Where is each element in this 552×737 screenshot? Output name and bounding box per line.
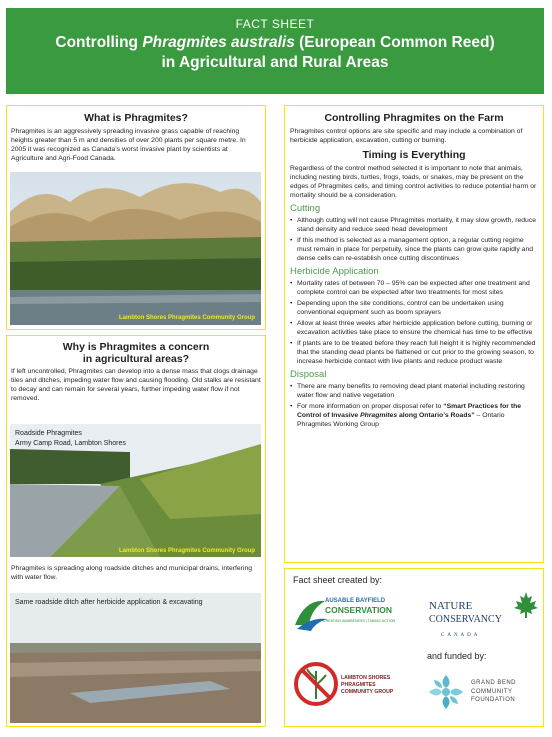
control-box	[284, 105, 544, 563]
gbcf-name: GRAND BEND COMMUNITY FOUNDATION	[471, 680, 517, 703]
list-item: • Depending upon the site conditions, control can be undertaken using conventional equipment such as boom sprayers	[290, 299, 538, 317]
no-phragmites-icon	[293, 661, 339, 707]
photo-credit: Lambton Shores Phragmites Community Group	[118, 315, 255, 321]
ncc-logo	[421, 591, 541, 641]
list-item: • Allow at least three weeks after herbicide application before cutting, burning or excavation activities take place to ensure the chemical has time to be effective	[290, 319, 538, 337]
why-body: If left uncontrolled, Phragmites can develop into a dense mass that clogs drainage tiles and ditches, impeding water flow and causing flooding. Old stalks are resistant to decay and can remain for several years, further impeding water flow if not removed.	[11, 368, 261, 402]
gbcf-swirl-icon	[425, 671, 467, 713]
list-item: • Although cutting will not cause Phragmites mortality, it may slow growth, reduce stand density and reduce seed head development	[290, 216, 538, 234]
list-item: • If this method is selected as a management option, a regular cutting regime must remain in place for perpetuity, since the plants can grow quite rapidly and dense cells can re-establish once cutting discontinues	[290, 236, 538, 263]
maple-leaf-icon	[513, 591, 539, 619]
reference-title: “Smart Practices for the Control of Invasive Phragmites along Ontario’s Roads”	[297, 403, 522, 419]
what-body: Phragmites is an aggressively spreading invasive grass capable of reaching heights greater than 5 m and densities of over 200 plants per square metre. In 2005 it was recognized as Canada’s worst invasive plant by scientists at Agriculture and Agri-Food Canada.	[11, 128, 246, 162]
credits-box	[284, 568, 544, 727]
roadside-photo-credit: Lambton Shores Phragmites Community Group	[118, 548, 255, 554]
lspcg-logo	[293, 657, 413, 719]
after-photo-label: Same roadside ditch after herbicide application & excavating	[15, 599, 203, 606]
roadside-photo-label: Roadside Phragmites Army Camp Road, Lambton Shores	[15, 430, 126, 447]
abca-name: AUSABLE BAYFIELD CONSERVATION	[325, 598, 393, 615]
spread-text: Phragmites is spreading along roadside ditches and municipal drains, interfering with water flow.	[11, 565, 253, 581]
what-is-phragmites-box	[6, 105, 266, 330]
disposal-list	[290, 382, 538, 429]
why-heading: Why is Phragmites a concern in agricultural areas?	[62, 341, 210, 365]
timing-heading: Timing is Everything	[362, 149, 466, 161]
excavated-ditch-image	[10, 593, 261, 723]
gbcf-logo	[425, 667, 543, 723]
header-kicker: FACT SHEET	[235, 17, 315, 31]
header-title: Controlling Phragmites australis (European Common Reed)	[55, 34, 495, 51]
funded-by-label: and funded by:	[427, 651, 487, 661]
timing-body: Regardless of the control method selected it is important to note that animals, including nesting birds, turtles, frogs, toads, or snakes, may be present on the edges of Phragmites cells, and timing control activities to reduce potential harm or mortality should be a consideration.	[290, 165, 537, 199]
lspcg-name: LAMBTON SHORES PHRAGMITES COMMUNITY GROUP	[341, 675, 394, 695]
created-by-label: Fact sheet created by:	[293, 575, 383, 585]
why-concern-box	[6, 335, 266, 727]
cutting-heading: Cutting	[290, 203, 321, 214]
control-intro: Phragmites control options are site specific and may include a combination of herbicide application, excavation, cutting or burning.	[290, 128, 523, 144]
disposal-heading: Disposal	[290, 369, 327, 380]
herbicide-list	[290, 279, 538, 366]
header-title-line2: in Agricultural and Rural Areas	[161, 54, 389, 71]
roadside-phragmites-photo	[10, 424, 261, 557]
reed-stand-image	[10, 172, 261, 325]
species-name: Phragmites australis	[142, 34, 295, 51]
ncc-name: NATURE CONSERVANCY CANADA	[429, 600, 502, 638]
control-heading: Controlling Phragmites on the Farm	[324, 112, 504, 124]
after-treatment-photo	[10, 593, 261, 723]
list-item: • Mortality rates of between 70 – 95% can be expected after one treatment and complete control can be expected after two treatments for most sites	[290, 279, 538, 297]
abca-tagline: CREATING AWARENESS | TAKING ACTION	[323, 619, 396, 623]
abca-logo	[291, 593, 411, 637]
list-item: • For more information on proper disposal refer to “Smart Practices for the Control of Invasive Phragmites along Ontario’s Roads” – Ontario Phragmites Working Group	[290, 402, 538, 429]
list-item: • There are many benefits to removing dead plant material including restoring water flow and native vegetation	[290, 382, 538, 400]
what-heading: What is Phragmites?	[84, 112, 188, 124]
fact-sheet-header	[6, 8, 544, 94]
list-item: • If plants are to be treated before they reach full height it is highly recommended that the standing dead plants be flattened or cut prior to the growing season, to increase herbicide contact with live plants and reduce product waste	[290, 339, 538, 366]
cutting-list	[290, 216, 538, 263]
herbicide-heading: Herbicide Application	[290, 266, 379, 277]
phragmites-stand-photo	[10, 172, 261, 325]
